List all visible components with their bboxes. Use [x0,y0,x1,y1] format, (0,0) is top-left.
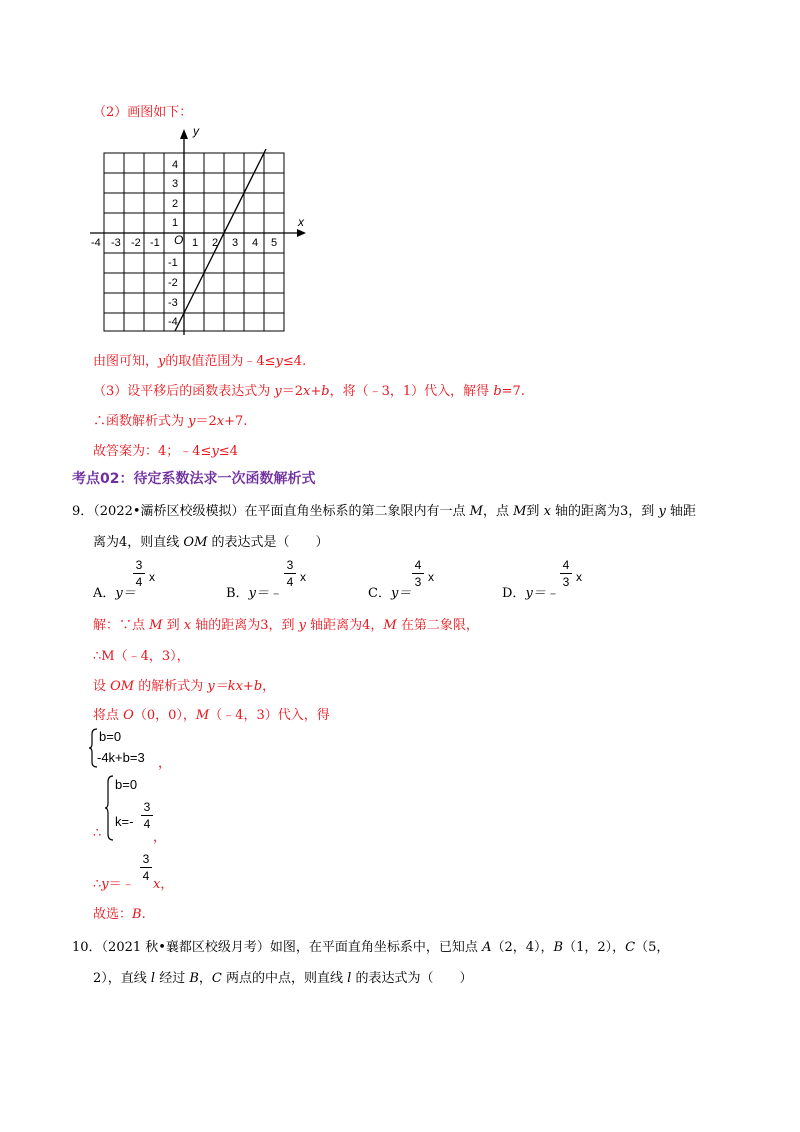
option-b[interactable]: B．y＝﹣ [226,586,282,601]
sol9-line2: ∴M（﹣4，3）， [93,649,190,664]
option-d[interactable]: D．y＝﹣ [502,586,559,601]
therefore-line: ∴函数解析式为 y＝2x+7. [93,414,248,429]
y-axis-label: y [193,124,199,138]
q9-line2: 离为4，则直线 OM 的表达式是（ ） [93,535,329,550]
x-axis-arrow-icon [297,229,306,237]
y-axis-arrow-icon [180,129,188,139]
option-c[interactable]: C．y＝ [368,586,412,601]
option-d-var: x [576,570,582,584]
option-a[interactable]: A．y＝ [93,586,136,601]
x-tick-label: -1 [150,237,160,249]
x-tick-label: 2 [212,237,219,249]
sol9-line4: 将点 O（0，0），M（﹣4，3）代入，得 [93,708,330,723]
y-tick-label: 1 [172,217,179,229]
y-tick-label: 3 [172,178,179,190]
y-tick-label: -4 [168,316,178,328]
x-tick-label: -3 [111,237,121,249]
system2-fraction: 3 4 [141,800,153,831]
system1-eq2: -4k+b=3 [97,750,145,765]
q10-line1: 10．（2021 秋•襄都区校级月考）如图，在平面直角坐标系中，已知点 A（2，4），B（1，2），C（5， [72,940,670,955]
origin-label: O [174,233,184,247]
x-tick-label: 1 [192,237,199,249]
x-tick-label: 3 [232,237,239,249]
system2-comma: ， [153,830,167,845]
y-tick-label: 4 [172,159,179,171]
part2-heading: （2）画图如下： [93,105,193,120]
option-a-var: x [149,570,155,584]
option-c-var: x [428,570,434,584]
result-var: x， [153,877,174,892]
option-a-fraction: 3 4 [133,558,145,589]
section-title: 考点02：待定系数法求一次函数解析式 [72,471,316,487]
option-b-fraction: 3 4 [284,558,296,589]
sol9-line1: 解：∵点 M 到 x 轴的距离为3，到 y 轴距离为4，M 在第二象限， [93,618,479,633]
therefore-symbol: ∴ [93,826,102,841]
x-tick-label: -4 [91,237,101,249]
brace-icon [104,775,114,841]
y-tick-label: -2 [168,277,178,289]
result-line: ∴y＝﹣ [93,877,135,892]
grid-graph [80,120,320,335]
x-axis-label: x [298,215,304,229]
result-fraction: 3 4 [140,852,152,883]
system2-eq1: b=0 [115,777,138,792]
x-tick-label: 5 [271,237,278,249]
sol9-line3: 设 OM 的解析式为 y＝kx+b， [93,679,276,694]
system1-eq1: b=0 [99,729,122,744]
y-tick-label: 2 [172,198,179,210]
y-tick-label: -1 [168,257,178,269]
option-d-fraction: 4 3 [560,558,572,589]
x-tick-label: 4 [252,237,259,249]
system2-eq2: k=- [115,814,134,829]
option-b-var: x [300,570,306,584]
range-sentence: 由图可知，y的取值范围为﹣4≤y≤4. [93,354,307,369]
x-tick-label: -2 [131,237,141,249]
choose-line: 故选：B. [93,907,146,922]
part3-sentence: （3）设平移后的函数表达式为 y＝2x+b，将（﹣3，1）代入，解得 b=7. [93,384,525,399]
q10-line2: 2），直线 l 经过 B，C 两点的中点，则直线 l 的表达式为（ ） [93,971,473,986]
y-tick-label: -3 [168,297,178,309]
option-c-fraction: 4 3 [412,558,424,589]
answer-line: 故答案为：4；﹣4≤y≤4 [93,444,238,459]
system1-comma: ， [158,756,172,771]
q9-line1: 9．（2022•灞桥区校级模拟）在平面直角坐标系的第二象限内有一点 M，点 M到 x 轴的距离为3，到 y 轴距 [72,504,696,519]
